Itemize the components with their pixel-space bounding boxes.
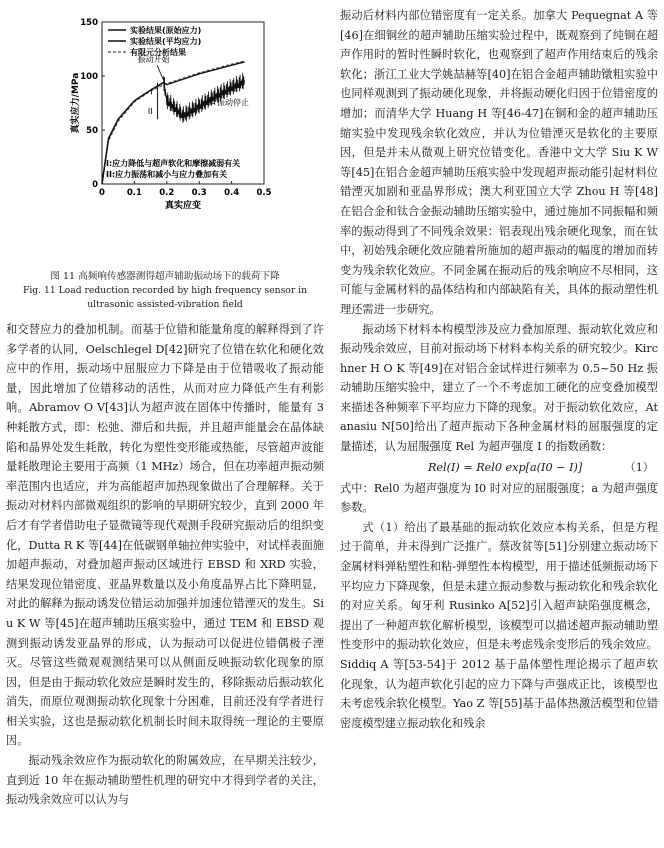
caption-en-line1: Fig. 11 Load reduction recorded by high frequency sensor in <box>22 285 308 296</box>
y-tick-label: 50 <box>86 126 98 136</box>
figure-11 <box>6 6 324 268</box>
y-axis-label: 真实应力/MPa <box>71 72 81 134</box>
region-II-label: II <box>147 106 153 116</box>
x-axis-label: 真实应变 <box>164 201 202 211</box>
legend-entry: 实验结果(平均应力) <box>130 37 202 46</box>
right-paragraph-3: 式中：Rel0 为超声强度为 I0 时对应的屈服强度；a 为超声强度参数。 <box>340 481 658 515</box>
caption-cn: 图 11 高频响传感器测得超声辅助振动场下的载荷下降 <box>50 271 280 282</box>
annot-vibration-start: 振动开始 <box>137 54 170 64</box>
x-tick-label: 0.3 <box>191 188 207 198</box>
equation-1 <box>340 457 658 479</box>
note-I: I:应力降低与超声软化和摩擦减弱有关 <box>106 159 241 168</box>
equation-number: （1） <box>624 460 654 474</box>
caption-en-line2: ultrasonic assisted-vibration field <box>87 299 243 310</box>
legend-entry: 实验结果(原始应力) <box>130 26 202 35</box>
note-II: II:应力振荡和减小与应力叠加有关 <box>106 170 228 179</box>
left-column <box>6 6 324 810</box>
series-raw-line <box>102 82 164 184</box>
left-paragraph-1: 和交替应力的叠加机制。而基于位错和能量角度的解释得到了许多学者的认同，Oelschlegel D[42]研究了位错在软化和硬化效应中的作用，振动场中屈服应力下降是由于位错吸收了振动能量，因此增加了位错移动的活性，从而对应力降低产生有利影响。Abramov O V[43]认为超声波在固体中传播时，能量有 3 种耗散方式，即：松弛、滞后和共振，并且超声能量会在晶体缺陷和晶界处发生耗散，转化为塑性变形能或热能，尽管超声波能量耗散理论主要用于高频（1 MHz）场合，但在功率超声振动频率范围内也适应，并为高能超声加热现象做出了合理解释。关于振动对材料内部微观组织的影响的早期研究较少，直到 2000 年后才有学者借助电子显微镜等现代观测手段研究振动后的组织变化，Dutta R K 等[44]在低碳钢单轴拉伸实验中，对试样表面施加超声振动，对叠加超声振动区域进行 EBSD 和 XRD 实验，结果发现位错密度、亚晶界数量以及小角度晶界占比下降明显，对此的解释为振动诱发位错运动加强并加速位错湮灭的发生。Siu K W 等[45]在超声辅助压痕实验中，通过 TEM 和 EBSD 观测到振动诱发亚晶界的形成，认为振动可以促进位错偶极子湮灭。尽管这些微观观测结果可以从侧面反映振动软化现象的原因，但是由于振动软化效应是瞬时发生的，移除振动后振动软化消失，而原位观测振动软化现象十分困难，目前还没有学者进行相关实验，这也是振动软化机制长时间未取得统一理论的主要原因。 <box>6 323 324 748</box>
x-tick-label: 0.5 <box>256 188 272 198</box>
y-tick-label: 150 <box>80 18 98 28</box>
equation-body: Rel(I) = Rel0 exp[a(I0 − I)] <box>428 460 583 474</box>
right-paragraph-1: 振动后材料内部位错密度有一定关系。加拿大 Pequegnat A 等[46]在细铜丝的超声辅助压缩实验过程中，既观察到了纯铜在超声作用时的暂时性瞬时软化，也观察到了超声作用结束后的残余软化；浙江工业大学姚喆赫等[40]在铝合金超声辅助镦粗实验中也同样观测到了振动硬化现象，并将振动硬化归因于位错密度的增加；而清华大学 Huang H 等[46-47]在铜和金的超声辅助压缩实验中发现残余软化效应，并认为位错湮灭是软化的主要原因，但是并未从微观上研究位错变化。香港中文大学 Siu K W 等[45]在铝合金超声辅助压痕实验中发现超声振动能引起材料位错湮灭加剧和亚晶界形成；澳大利亚国立大学 Zhou H 等[48]在铝合金和钛合金振动辅助压缩实验中，通过施加不同振幅和频率的振动得到了不同残余效果：铝表现出残余硬化现象，而在钛中，初始残余硬化效应随着所施加的超声振动的幅度的增加而转变为残余软化效应。不同金属在振动后的残余响应不尽相同，这可能与金属材料的晶体结构和内部缺陷有关，具体的振动塑性机理还需进一步研究。 <box>340 9 658 316</box>
x-tick-label: 0 <box>99 188 105 198</box>
x-tick-label: 0.2 <box>159 188 175 198</box>
legend-entry: 有限元分析结果 <box>130 48 186 57</box>
x-tick-label: 0.4 <box>224 188 240 198</box>
right-paragraph-4: 式（1）给出了最基础的振动软化效应本构关系，但是方程过于简单，并未得到广泛推广。蔡改贫等[51]分别建立振动场下金属材料弹粘塑性和粘-弹塑性本构模型，用于描述低频振动场下平均应力下降现象，但是未建立振动参数与振动软化和残余软化的对应关系。匈牙利 Rusinko A[52]引入超声缺陷强度概念，提出了一种超声软化解析模型，该模型可以描述超声振动辅助塑性变形中的振动软化效应，但是未考虑残余变形后的残余效应。Siddiq A 等[53-54]于 2012 基于晶体塑性理论揭示了超声软化现象，认为超声软化引起的应力下降与声强成正比，该模型也未考虑残余软化模型。Yao Z 等[55]基于晶体热激活模型和位错密度模型建立振动软化和残余 <box>340 520 658 730</box>
figure-caption <box>6 270 324 312</box>
region-I-label: I <box>150 87 153 97</box>
x-tick-label: 0.1 <box>126 188 142 198</box>
left-paragraph-2: 振动残余效应作为振动软化的附属效应，在早期关注较少，直到近 10 年在振动辅助塑性机理的研究中才得到学者的关注，振动残余效应可以认为与 <box>6 754 324 807</box>
annot-vibration-stop: 振动停止 <box>217 98 250 108</box>
y-tick-label: 100 <box>80 72 98 82</box>
stress-strain-chart <box>6 6 324 268</box>
right-column <box>340 6 658 733</box>
right-paragraph-2: 振动场下材料本构模型涉及应力叠加原理、振动软化效应和振动残余效应，目前对振动场下材料本构关系的研究较少。Kirchner H O K 等[49]在对铝合金试样进行频率为 0.5~50 Hz 振动辅助压缩实验中，建立了一个不考虑加工硬化的应变叠加模型来描述各种频率下平均应力下降的现象。对于振动软化效应，Atanasiu N[50]给出了超声振动下各种金属材料的屈服强度的定量描述，认为屈服强度 Rel 为超声强度 I 的指数函数： <box>340 322 658 454</box>
y-tick-label: 0 <box>92 180 98 190</box>
annot-start-arrow <box>157 65 163 80</box>
